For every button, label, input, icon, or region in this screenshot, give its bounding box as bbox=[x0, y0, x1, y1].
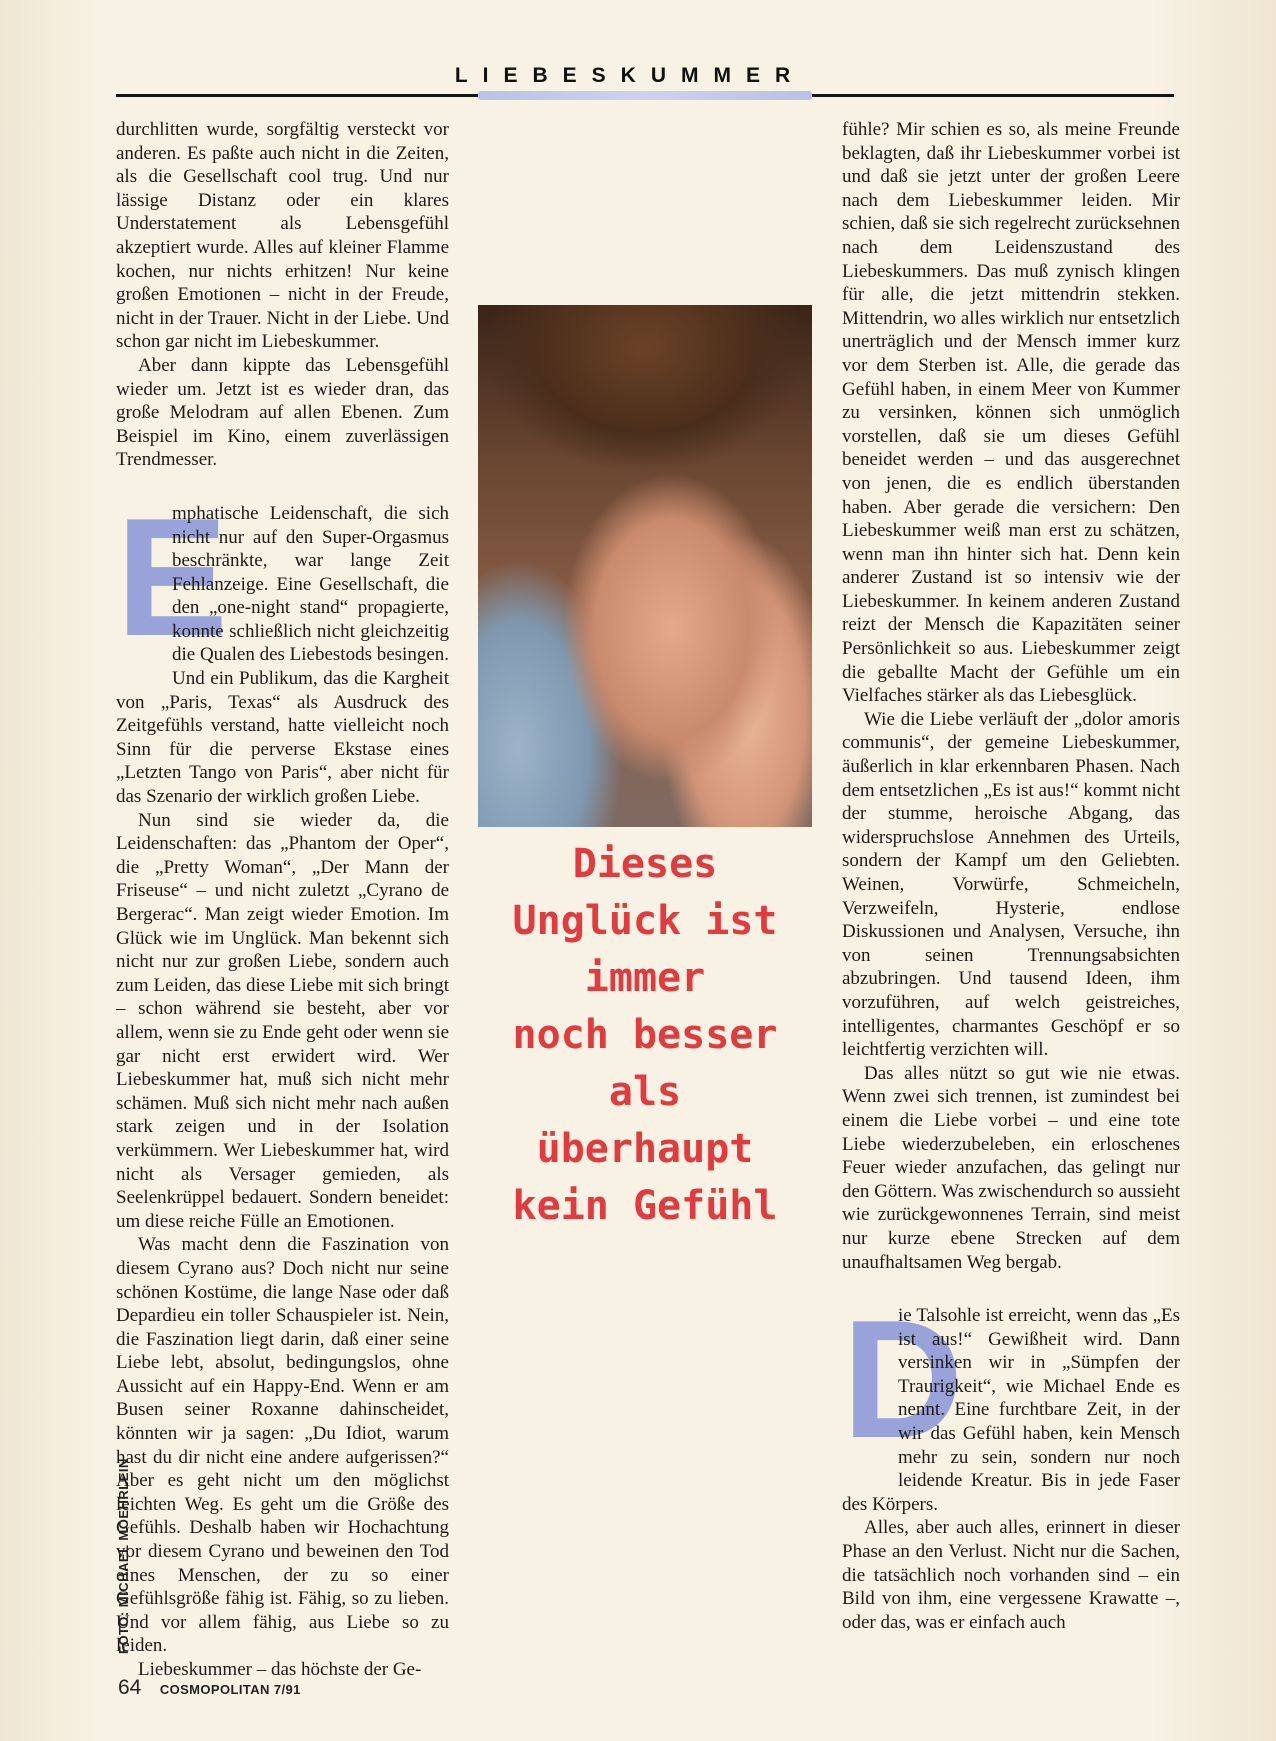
dropcap-paragraph bbox=[116, 482, 450, 809]
paragraph-text: mphatische Leidenschaft, die sich nicht nur auf den Super-Orgasmus beschränkte, war lange Zeit Fehlanzeige. Eine Gesellschaft, die den „one-night stand“ propagierte, konnte schließlich nicht gleichzeitig die Qualen des Liebestods besingen. Und ein Publikum, das die Kargheit von „Paris, Texas“ als Ausdruck des Zeitgefühls verstand, hatte vielleicht noch Sinn für die perverse Ekstase eines „Letzten Tango von Paris“, aber nicht für das Szenario der wirklich großen Liebe. bbox=[116, 502, 450, 808]
pull-quote-line: als bbox=[608, 1069, 682, 1115]
pull-quote-line: überhaupt bbox=[536, 1126, 754, 1172]
right-column bbox=[842, 118, 1180, 1634]
paragraph: Aber dann kippte das Lebensgefühl wieder um. Jetzt ist es wieder dran, das große Melodram auf allen Ebenen. Zum Beispiel im Kino, einem zuverlässigen Trendmesser. bbox=[116, 354, 449, 471]
left-column bbox=[116, 118, 449, 1682]
paragraph-text: ie Talsohle ist erreicht, wenn das „Es ist aus!“ Gewißheit wird. Dann versinken wir in „Sümpfen der Traurigkeit“, wie Michael Ende es nennt. Eine furchtbare Zeit, in der wir das Gefühl haben, kein Mensch mehr zu sein, sondern nur noch leidende Kreatur. Bis in jede Faser des Körpers. bbox=[842, 1305, 1180, 1515]
pull-quote-line: Unglück ist bbox=[512, 898, 778, 944]
pull-quote-line: immer bbox=[584, 955, 706, 1001]
page-footer bbox=[118, 1676, 301, 1700]
header-rule-accent bbox=[478, 91, 812, 100]
photo-credit: FOTO: MICHAEL MOEHRLEIN bbox=[116, 1458, 131, 1654]
pull-quote bbox=[478, 836, 812, 1235]
paragraph: fühle? Mir schien es so, als meine Freunde beklagten, daß ihr Liebeskummer vorbei ist und daß sie jetzt unter der großen Leere nach dem Liebeskummer leiden. Mir schien, daß sie sich regelrecht zurücksehnen nach dem Leidenszustand des Liebeskummers. Das muß zynisch klingen für alle, die jetzt mittendrin stekken. Mittendrin, wo alles wirklich nur entsetzlich unerträglich und der Mensch immer kurz vor dem Sterben ist. Alle, die gerade das Gefühl haben, in einem Meer von Kummer zu versinken, können sich unmöglich vorstellen, daß sie um dieses Gefühl beneidet werden – und das ausgerechnet von jenen, die es endlich überstanden haben. Aber gerade die versichern: Den Liebeskummer weiß man erst zu schätzen, wenn man ihn hinter sich hat. Denn kein anderer Zustand ist so intensiv wie der Liebeskummer. In keinem anderen Zustand reizt der Mensch die Kapazitäten seiner Persönlichkeit so aus. Liebeskummer zeigt die geballte Macht der Gefühle um ein Vielfaches stärker als das Liebesglück. bbox=[842, 119, 1180, 707]
portrait-photo bbox=[478, 305, 812, 827]
pull-quote-line: Dieses bbox=[572, 841, 718, 887]
paragraph: Was macht denn die Faszination von diesem Cyrano aus? Doch nicht nur seine schönen Kostüme, die lange Nase oder daß Depardieu ein toller Schauspieler ist. Nein, die Faszination liegt darin, daß einer seine Liebe lebt, absolut, bedingungslos, ohne Aussicht auf ein Happy-End. Wenn er am Busen seiner Roxanne dahinscheidet, könnten wir ja sagen: „Du Idiot, warum hast du dir nicht eine andere aufgerissen?“ Aber es geht nicht um den möglichst leichten Weg. Es geht um die Größe des Gefühls. Deshalb haben wir Hochachtung vor diesem Cyrano und beweinen den Tod eines Menschen, der zu so einer Gefühlsgröße fähig ist. Fähig, so zu lieben. Und vor allem fähig, aus Liebe so zu leiden. bbox=[116, 1234, 449, 1657]
paragraph: Nun sind sie wieder da, die Leidenschaften: das „Phantom der Oper“, die „Pretty Woman“, „Der Mann der Friseuse“ – und nicht zuletzt „Cyrano de Bergerac“. Man zeigt wieder Emotion. Im Glück wie im Unglück. Man bekennt sich nicht nur zur großen Liebe, sondern auch zum Leiden, das diese Liebe mit sich bringt – schon während sie besteht, aber vor allem, wenn sie zu Ende geht oder wenn sie gar nicht erst erwidert wird. Wer Liebeskummer hat, muß sich nicht mehr schämen. Muß sich nicht mehr nach außen stark zeigen und in der Isolation verkümmern. Wer Liebeskummer hat, wird nicht als Versager gemieden, als Seelenkrüppel bedauert. Sondern beneidet: um diese reiche Fülle an Emotionen. bbox=[116, 809, 449, 1232]
pull-quote-line: kein Gefühl bbox=[512, 1183, 778, 1229]
header-rule-left bbox=[116, 94, 478, 97]
paragraph: Wie die Liebe verläuft der „dolor amoris communis“, der gemeine Liebeskummer, äußerlich in klar erkennbaren Phasen. Nach dem entsetzlichen „Es ist aus!“ kommt nicht der stumme, heroische Abgang, das widerspruchslose Annehmen des Urteils, sondern der Kampf um den Geliebten. Weinen, Vorwürfe, Schmeicheln, Verzweifeln, Hysterie, endlose Diskussionen und Analysen, Versuche, ihn von seinen Trennungsabsichten abzubringen. Und tausend Ideen, ihm vorzuführen, auf welch geistreiches, intelligentes, charmantes Geschöpf er so leichtfertig verzichten will. bbox=[842, 708, 1180, 1061]
paragraph: Alles, aber auch alles, erinnert in dieser Phase an den Verlust. Nicht nur die Sachen, die tatsächlich noch vorhanden sind – ein Bild von ihm, eine vergessene Krawatte –, oder das, was er einfach auch bbox=[842, 1517, 1180, 1633]
dropcap-paragraph bbox=[842, 1285, 1180, 1516]
pull-quote-line: noch besser bbox=[512, 1012, 778, 1058]
section-header: LIEBESKUMMER bbox=[454, 64, 806, 87]
page-number: 64 bbox=[118, 1676, 142, 1699]
magazine-issue: COSMOPOLITAN 7/91 bbox=[159, 1682, 301, 1697]
dropcap-letter: D bbox=[842, 1285, 964, 1474]
paragraph: Das alles nützt so gut wie nie etwas. Wenn zwei sich trennen, ist zumindest bei einem die Liebe vorbei – und eine tote Liebe wiederzubeleben, ein erloschenes Feuer wieder anzufachen, das gelingt nur den Göttern. Was zwischendurch so aussieht wie zurückgewonnenes Terrain, sind meist nur kurze ebene Strecken auf dem unaufhaltsamen Weg bergab. bbox=[842, 1062, 1180, 1273]
paragraph: durchlitten wurde, sorgfältig versteckt vor anderen. Es paßte auch nicht in die Zeiten, als die Gesellschaft cool trug. Und nur lässige Distanz oder ein klares Understatement als Lebensgefühl akzeptiert wurde. Alles auf kleiner Flamme kochen, nur nichts erhitzen! Nur keine großen Emotionen – nicht in der Freude, nicht in der Trauer. Nicht in der Liebe. Und schon gar nicht im Liebeskummer. bbox=[116, 119, 449, 353]
header-rule-right bbox=[812, 94, 1174, 97]
paragraph: Liebeskummer – das höchste der Ge- bbox=[138, 1659, 422, 1680]
dropcap-letter: E bbox=[116, 482, 229, 671]
